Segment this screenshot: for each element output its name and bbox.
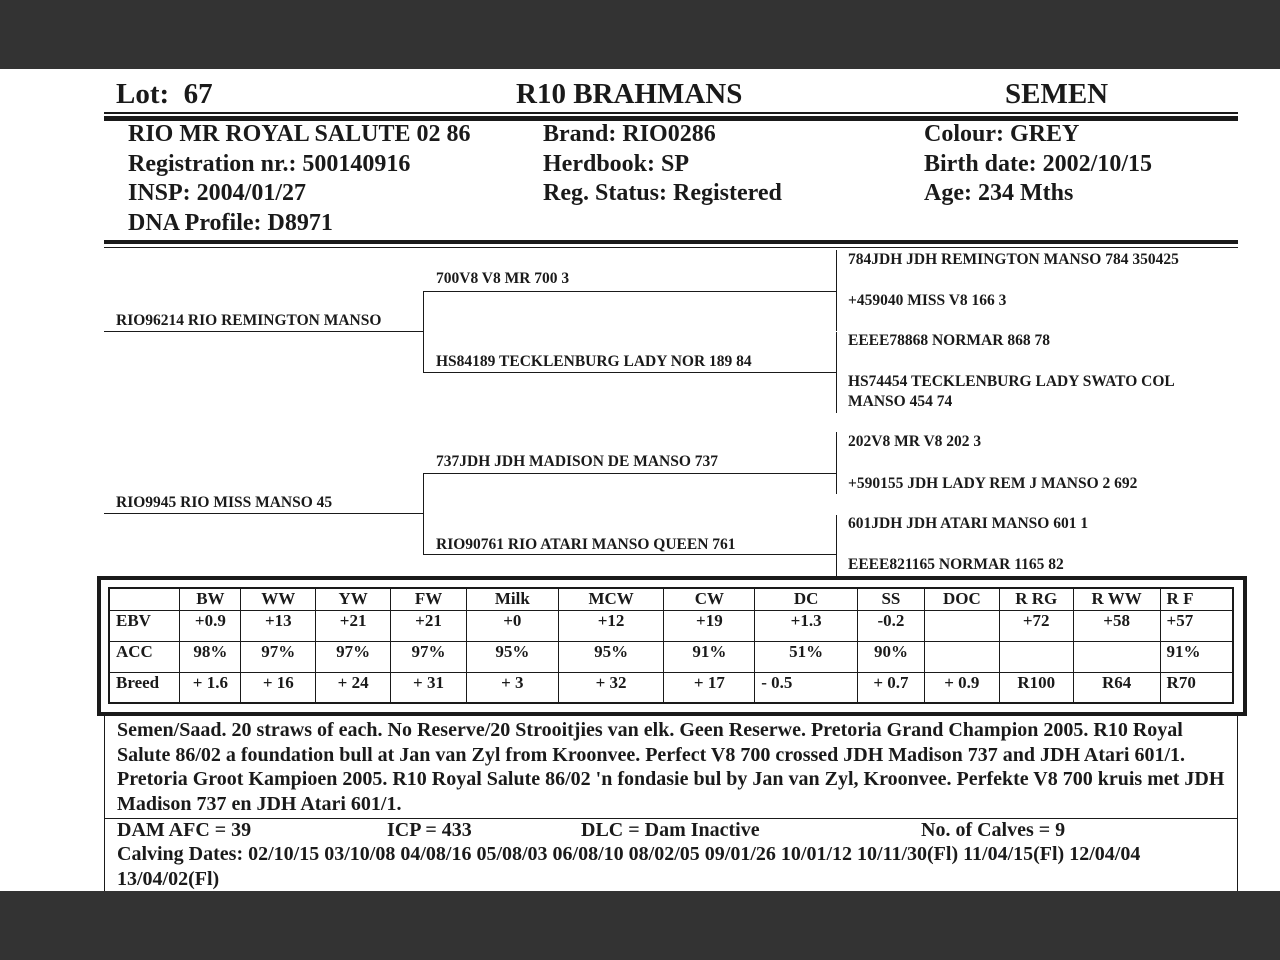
breed-cell: R100 bbox=[999, 672, 1073, 703]
ebv-col-header: DC bbox=[755, 588, 858, 610]
lot-category: SEMEN bbox=[1005, 78, 1109, 110]
dam-afc: DAM AFC = 39 bbox=[117, 819, 252, 841]
acc-row bbox=[109, 641, 1233, 672]
breed-cell: + 0.7 bbox=[857, 672, 924, 703]
pedigree-sire-sire: 700V8 V8 MR 700 3 bbox=[436, 270, 570, 287]
acc-cell bbox=[1073, 641, 1160, 672]
ebv-cell bbox=[924, 610, 999, 641]
acc-cell: 51% bbox=[755, 641, 858, 672]
animal-name: RIO MR ROYAL SALUTE 02 86 bbox=[128, 121, 471, 147]
pedigree-dam-sire: 737JDH JDH MADISON DE MANSO 737 bbox=[436, 453, 719, 470]
lot-label-text: Lot: bbox=[116, 78, 170, 110]
catalogue-page bbox=[0, 69, 1280, 891]
ebv-col-header: FW bbox=[391, 588, 467, 610]
pedigree-dd-sire: 601JDH JDH ATARI MANSO 601 1 bbox=[848, 515, 1089, 532]
breed-cell: R64 bbox=[1073, 672, 1160, 703]
ebv-col-header: MCW bbox=[558, 588, 664, 610]
acc-cell: 90% bbox=[857, 641, 924, 672]
pedigree-sire: RIO96214 RIO REMINGTON MANSO bbox=[116, 312, 382, 329]
pedigree-sire-dam: HS84189 TECKLENBURG LADY NOR 189 84 bbox=[436, 353, 752, 370]
breed-cell: + 31 bbox=[391, 672, 467, 703]
insp-date: INSP: 2004/01/27 bbox=[128, 180, 307, 206]
pedigree-connector bbox=[836, 250, 837, 331]
breed-cell: + 17 bbox=[664, 672, 755, 703]
ebv-cell: -0.2 bbox=[857, 610, 924, 641]
breed-cell: - 0.5 bbox=[755, 672, 858, 703]
ebv-col-header: BW bbox=[180, 588, 241, 610]
pedigree-line bbox=[423, 473, 836, 474]
ebv-cell: +21 bbox=[391, 610, 467, 641]
age: Age: 234 Mths bbox=[924, 180, 1074, 206]
ebv-row-label: EBV bbox=[109, 610, 180, 641]
breed-cell: + 16 bbox=[241, 672, 316, 703]
pedigree-connector bbox=[836, 515, 837, 577]
pedigree-ds-dam: +590155 JDH LADY REM J MANSO 2 692 bbox=[848, 475, 1138, 492]
ebv-col-header: R F bbox=[1160, 588, 1233, 610]
herdbook: Herdbook: SP bbox=[543, 150, 690, 177]
birth-date: Birth date: 2002/10/15 bbox=[924, 150, 1152, 177]
remarks-text: Semen/Saad. 20 straws of each. No Reserve/20 Strooitjies van elk. Geen Reserwe. Pretoria Grand Champion 2005. R10 Royal Salute 86/02 a foundation bull at Jan van Zyl from Kroonvee. Perfect V8 700 crossed JDH Madison 737 and JDH Atari 601/1. Pretoria Groot Kampioen 2005. R10 Royal Salute 86/02 'n fondasie bul by Jan van Zyl, Kroonvee. Perfekte V8 700 kruis met JDH Madison 737 en JDH Atari 601/1. bbox=[117, 719, 1225, 815]
breed-cell: + 32 bbox=[558, 672, 664, 703]
pedigree-connector bbox=[423, 291, 424, 372]
ebv-col-header: SS bbox=[857, 588, 924, 610]
pedigree-line bbox=[423, 291, 836, 292]
ebv-col-header: DOC bbox=[924, 588, 999, 610]
breed-cell: + 24 bbox=[316, 672, 391, 703]
ebv-cell: +0.9 bbox=[180, 610, 241, 641]
breed-cell: + 0.9 bbox=[924, 672, 999, 703]
pedigree-connector bbox=[836, 432, 837, 494]
pedigree-line bbox=[104, 513, 423, 514]
acc-cell bbox=[999, 641, 1073, 672]
breed-cell: + 3 bbox=[466, 672, 558, 703]
header-rule-thin bbox=[104, 112, 1238, 114]
animal-info-col2 bbox=[543, 120, 782, 209]
pedigree-dam-dam: RIO90761 RIO ATARI MANSO QUEEN 761 bbox=[436, 536, 736, 553]
dna-profile: DNA Profile: D8971 bbox=[128, 209, 333, 236]
ebv-cell: +12 bbox=[558, 610, 664, 641]
colour: Colour: GREY bbox=[924, 121, 1080, 147]
pedigree-dd-dam: EEEE821165 NORMAR 1165 82 bbox=[848, 556, 1064, 573]
ebv-cell: +72 bbox=[999, 610, 1073, 641]
pedigree-sd-dam-line1: HS74454 TECKLENBURG LADY SWATO COL bbox=[848, 373, 1175, 390]
ebv-col-header: CW bbox=[664, 588, 755, 610]
pedigree-connector bbox=[836, 332, 837, 413]
ebv-cell: +0 bbox=[466, 610, 558, 641]
lot-number: 67 bbox=[183, 78, 213, 110]
acc-row-label: ACC bbox=[109, 641, 180, 672]
breed-cell: + 1.6 bbox=[180, 672, 241, 703]
brand: Brand: RIO0286 bbox=[543, 121, 716, 147]
animal-info-col3 bbox=[924, 120, 1152, 209]
calving-dates: Calving Dates: 02/10/15 03/10/08 04/08/16 05/08/03 06/08/10 08/02/05 09/01/26 10/01/12 10/11/30(Fl) 11/04/15(Fl) 12/04/04 13/04/02(Fl) bbox=[117, 843, 1141, 890]
pedigree-ds-sire: 202V8 MR V8 202 3 bbox=[848, 433, 982, 450]
animal-info-col1 bbox=[128, 120, 471, 238]
lot-label bbox=[116, 78, 213, 111]
acc-cell: 91% bbox=[664, 641, 755, 672]
acc-cell: 98% bbox=[180, 641, 241, 672]
acc-cell: 91% bbox=[1160, 641, 1233, 672]
pedigree-line bbox=[423, 372, 836, 373]
ebv-table bbox=[108, 587, 1234, 704]
pedigree-dam: RIO9945 RIO MISS MANSO 45 bbox=[116, 494, 333, 511]
ebv-cell: +58 bbox=[1073, 610, 1160, 641]
dam-dlc: DLC = Dam Inactive bbox=[581, 819, 760, 841]
ebv-cell: +1.3 bbox=[755, 610, 858, 641]
breed-row-label: Breed bbox=[109, 672, 180, 703]
reg-status: Reg. Status: Registered bbox=[543, 180, 782, 206]
pedigree-line bbox=[104, 331, 423, 332]
info-rule-thick bbox=[104, 240, 1238, 244]
ebv-cell: +21 bbox=[316, 610, 391, 641]
ebv-header-row bbox=[109, 588, 1233, 610]
ebv-cell: +19 bbox=[664, 610, 755, 641]
breed-row bbox=[109, 672, 1233, 703]
pedigree-ss-dam: +459040 MISS V8 166 3 bbox=[848, 292, 1007, 309]
acc-cell bbox=[924, 641, 999, 672]
info-rule-thin bbox=[104, 247, 1238, 248]
dam-icp: ICP = 433 bbox=[387, 819, 472, 841]
ebv-cell: +13 bbox=[241, 610, 316, 641]
pedigree-ss-sire: 784JDH JDH REMINGTON MANSO 784 350425 bbox=[848, 251, 1179, 268]
ebv-row bbox=[109, 610, 1233, 641]
pedigree-sd-dam-line2: MANSO 454 74 bbox=[848, 393, 953, 410]
acc-cell: 97% bbox=[316, 641, 391, 672]
ebv-cell: +57 bbox=[1160, 610, 1233, 641]
breed-cell: R70 bbox=[1160, 672, 1233, 703]
ebv-col-header: WW bbox=[241, 588, 316, 610]
breeder-name: R10 BRAHMANS bbox=[516, 78, 743, 110]
ebv-col-header: YW bbox=[316, 588, 391, 610]
notes-box bbox=[104, 716, 1238, 891]
ebv-col-header: R WW bbox=[1073, 588, 1160, 610]
acc-cell: 95% bbox=[558, 641, 664, 672]
ebv-col-header bbox=[109, 588, 180, 610]
pedigree-connector bbox=[423, 473, 424, 554]
ebv-col-header: R RG bbox=[999, 588, 1073, 610]
ebv-col-header: Milk bbox=[466, 588, 558, 610]
acc-cell: 95% bbox=[466, 641, 558, 672]
dam-calves: No. of Calves = 9 bbox=[921, 819, 1066, 841]
registration-number: Registration nr.: 500140916 bbox=[128, 150, 411, 177]
acc-cell: 97% bbox=[391, 641, 467, 672]
pedigree-line bbox=[423, 554, 836, 555]
acc-cell: 97% bbox=[241, 641, 316, 672]
pedigree-sd-sire: EEEE78868 NORMAR 868 78 bbox=[848, 332, 1050, 349]
